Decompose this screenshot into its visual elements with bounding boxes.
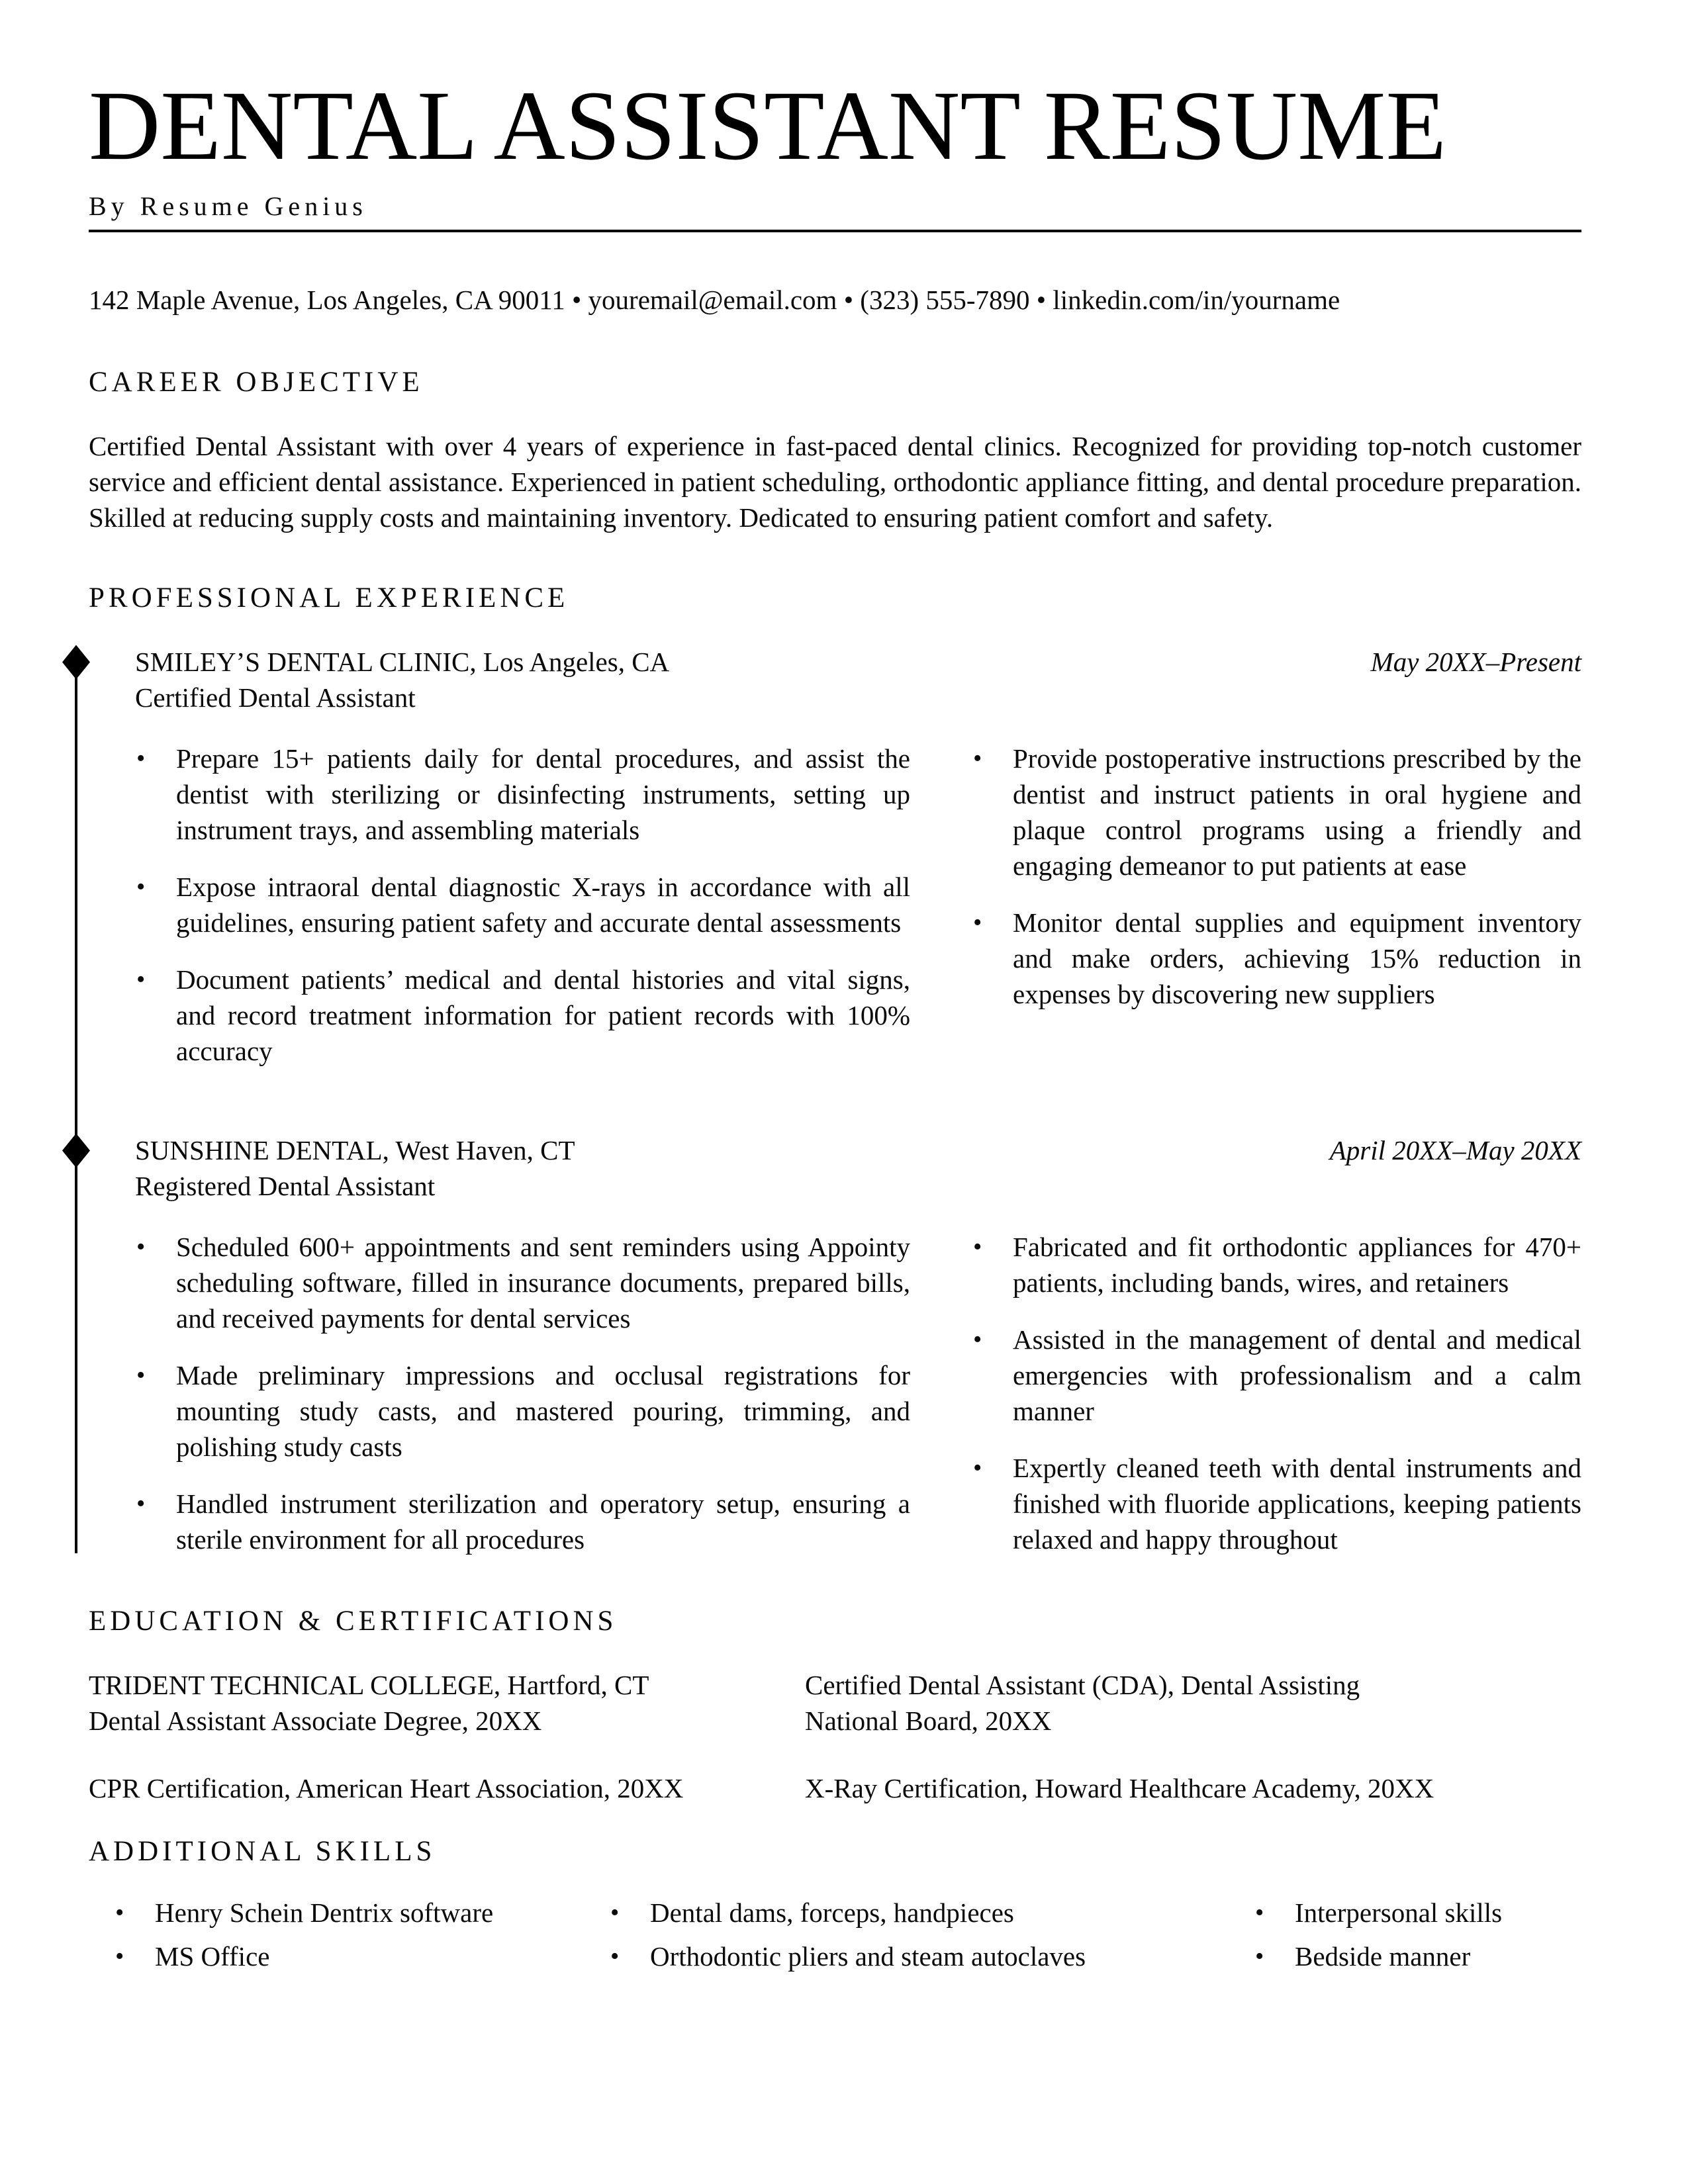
- bullet-text: Fabricated and fit orthodontic appliances for 470+ patients, including bands, wires, and retainers: [1013, 1231, 1581, 1298]
- bullet-icon: •: [610, 1942, 620, 1970]
- job-bullets: [135, 741, 1581, 1069]
- skill-text: Orthodontic pliers and steam autoclaves: [650, 1940, 1086, 1972]
- bullet-item: [972, 1322, 1581, 1429]
- career-objective-text: Certified Dental Assistant with over 4 years of experience in fast-paced dental clinics. Recognized for providing top-notch customer service and efficient dental assistance. Experienced in patient scheduling, orthodontic appliance fitting, and dental procedure preparation. Skilled at reducing supply costs and maintaining inventory. Dedicated to ensuring patient comfort and safety.: [89, 430, 1581, 533]
- bullet-icon: •: [973, 744, 982, 772]
- section-professional-experience: [89, 582, 1581, 1557]
- job-bullets-right-column: [972, 741, 1581, 1069]
- bullet-icon: •: [136, 1361, 146, 1389]
- page-title: DENTAL ASSISTANT RESUME: [89, 71, 1447, 181]
- section-additional-skills: [89, 1835, 1581, 1982]
- education-entry-line: CPR Certification, American Heart Association, 20XX: [89, 1772, 684, 1803]
- job-entry-smileys-dental: [89, 644, 1581, 1069]
- bullet-icon: •: [610, 1898, 620, 1927]
- bullet-text: Handled instrument sterilization and operatory setup, ensuring a sterile environment for all procedures: [176, 1488, 910, 1555]
- contact-line: 142 Maple Avenue, Los Angeles, CA 90011 • youremail@email.com • (323) 555-7890 • linkedin.com/in/yourname: [89, 284, 1340, 315]
- bullet-icon: •: [1255, 1898, 1264, 1927]
- bullet-text: Made preliminary impressions and occlusal registrations for mounting study casts, and mastered pouring, trimming, and polishing study casts: [176, 1359, 910, 1462]
- bullet-item: [135, 741, 910, 848]
- skill-item: [1254, 1895, 1581, 1931]
- career-objective-heading: CAREER OBJECTIVE: [89, 366, 424, 398]
- bullet-item: [135, 1229, 910, 1336]
- additional-skills-heading: ADDITIONAL SKILLS: [89, 1835, 436, 1867]
- bullet-item: [972, 1450, 1581, 1557]
- job-entry-sunshine-dental: [89, 1132, 1581, 1557]
- education-entry-line: TRIDENT TECHNICAL COLLEGE, Hartford, CT: [89, 1669, 649, 1700]
- bullet-icon: •: [136, 744, 146, 772]
- bullet-icon: •: [1255, 1942, 1264, 1970]
- bullet-icon: •: [973, 908, 982, 936]
- header-divider: [89, 230, 1581, 232]
- job-company: SUNSHINE DENTAL, West Haven, CT: [135, 1134, 575, 1165]
- skills-grid: [89, 1895, 1581, 1982]
- skill-text: Interpersonal skills: [1295, 1897, 1503, 1928]
- job-title: Registered Dental Assistant: [135, 1170, 436, 1201]
- education-entry-cpr: [89, 1770, 805, 1806]
- job-dates: May 20XX–Present: [1370, 646, 1581, 677]
- bullet-icon: •: [136, 872, 146, 901]
- education-entry-line: Certified Dental Assistant (CDA), Dental Assisting: [805, 1669, 1360, 1700]
- skill-text: MS Office: [155, 1940, 270, 1972]
- education-certifications-heading: EDUCATION & CERTIFICATIONS: [89, 1605, 618, 1637]
- bullet-text: Monitor dental supplies and equipment inventory and make orders, achieving 15% reduction in expenses by discovering new suppliers: [1013, 907, 1581, 1009]
- bullet-icon: •: [136, 1489, 146, 1518]
- timeline-line: [75, 674, 77, 1553]
- bullet-icon: •: [973, 1453, 982, 1482]
- timeline-diamond-icon: [62, 645, 90, 680]
- job-header: [135, 644, 1581, 715]
- skill-item: [1254, 1938, 1581, 1974]
- bullet-text: Provide postoperative instructions prescribed by the dentist and instruct patients in oral hygiene and plaque control programs using a friendly and engaging demeanor to put patients at ease: [1013, 743, 1581, 881]
- skill-text: Henry Schein Dentrix software: [155, 1897, 494, 1928]
- job-bullets-right-column: [972, 1229, 1581, 1557]
- bullet-icon: •: [973, 1232, 982, 1261]
- education-entry-line: Dental Assistant Associate Degree, 20XX: [89, 1705, 542, 1736]
- skill-item: [114, 1895, 609, 1931]
- job-header: [135, 1132, 1581, 1204]
- bullet-icon: •: [136, 1232, 146, 1261]
- bullet-icon: •: [115, 1898, 124, 1927]
- bullet-item: [972, 741, 1581, 884]
- bullet-item: [135, 1357, 910, 1465]
- professional-experience-heading: PROFESSIONAL EXPERIENCE: [89, 582, 569, 614]
- bullet-icon: •: [973, 1325, 982, 1353]
- bullet-text: Expose intraoral dental diagnostic X-rays in accordance with all guidelines, ensuring patient safety and accurate dental assessments: [176, 871, 910, 938]
- job-bullets-left-column: [135, 741, 910, 1069]
- education-entry-xray: [805, 1770, 1581, 1806]
- bullet-icon: •: [115, 1942, 124, 1970]
- job-bullets-left-column: [135, 1229, 910, 1557]
- byline: By Resume Genius: [89, 191, 367, 221]
- skills-column-1: [114, 1895, 609, 1982]
- skills-column-2: [609, 1895, 1254, 1982]
- bullet-text: Document patients’ medical and dental histories and vital signs, and record treatment information for patient records with 100% accuracy: [176, 964, 910, 1066]
- education-entry-trident: [89, 1667, 805, 1739]
- education-entry-line: National Board, 20XX: [805, 1705, 1052, 1736]
- timeline-diamond-icon: [62, 1134, 90, 1168]
- bullet-text: Prepare 15+ patients daily for dental procedures, and assist the dentist with sterilizing or disinfecting instruments, setting up instrument trays, and assembling materials: [176, 743, 910, 845]
- section-career-objective: [89, 366, 1581, 535]
- job-dates: April 20XX–May 20XX: [1329, 1134, 1581, 1165]
- resume-header: [89, 71, 1581, 316]
- bullet-text: Scheduled 600+ appointments and sent reminders using Appointy scheduling software, filled in insurance documents, prepared bills, and received payments for dental services: [176, 1231, 910, 1334]
- job-bullets: [135, 1229, 1581, 1557]
- bullet-icon: •: [136, 965, 146, 993]
- bullet-item: [972, 905, 1581, 1012]
- job-company: SMILEY’S DENTAL CLINIC, Los Angeles, CA: [135, 646, 670, 677]
- bullet-item: [135, 869, 910, 940]
- bullet-item: [135, 1486, 910, 1557]
- skill-text: Bedside manner: [1295, 1940, 1471, 1972]
- job-title: Certified Dental Assistant: [135, 682, 416, 713]
- bullet-text: Expertly cleaned teeth with dental instruments and finished with fluoride applications, keeping patients relaxed and happy throughout: [1013, 1452, 1581, 1555]
- education-entry-line: X-Ray Certification, Howard Healthcare Academy, 20XX: [805, 1772, 1434, 1803]
- skill-text: Dental dams, forceps, handpieces: [650, 1897, 1014, 1928]
- bullet-item: [135, 962, 910, 1069]
- jobs-timeline: [89, 644, 1581, 1557]
- education-grid: [89, 1667, 1581, 1806]
- bullet-text: Assisted in the management of dental and medical emergencies with professionalism and a calm manner: [1013, 1324, 1581, 1426]
- skills-column-3: [1254, 1895, 1581, 1982]
- education-entry-cda: [805, 1667, 1581, 1739]
- skill-item: [114, 1938, 609, 1974]
- section-education-certifications: [89, 1605, 1581, 1806]
- skill-item: [609, 1938, 1254, 1974]
- skill-item: [609, 1895, 1254, 1931]
- bullet-item: [972, 1229, 1581, 1300]
